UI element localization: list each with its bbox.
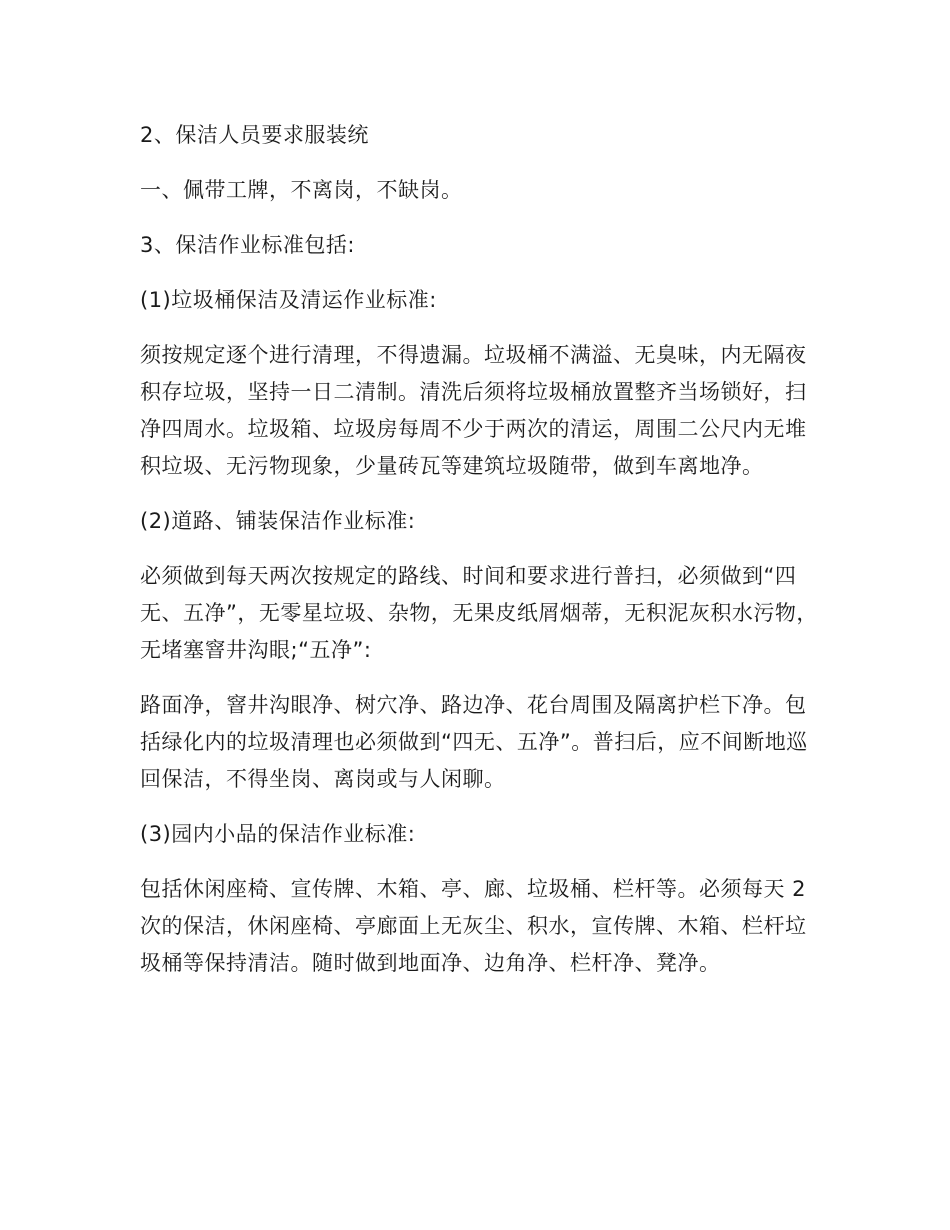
heading-standards: 3、保洁作业标准包括: (140, 233, 355, 257)
subheading-park-items: (3)园内小品的保洁作业标准: (140, 822, 416, 846)
heading-uniform: 2、保洁人员要求服装统 (140, 123, 369, 147)
paragraph-park-items: 包括休闲座椅、宣传牌、木箱、亭、廊、垃圾桶、栏杆等。必须每天 2 次的保洁，休闲座椅、亭廊面上无灰尘、积水，宣传牌、木箱、栏杆垃圾桶等保持清洁。随时做到地面净、边角净、栏杆净、凳净。 (140, 877, 807, 975)
paragraph-roads: 必须做到每天两次按规定的路线、时间和要求进行普扫，必须做到“四无、五净”，无零星垃圾、杂物，无果皮纸屑烟蒂，无积泥灰积水污物，无堵塞窨井沟眼;“五净”: (140, 564, 818, 662)
document-page (140, 117, 820, 1000)
paragraph-trash-bins: 须按规定逐个进行清理，不得遗漏。垃圾桶不满溢、无臭味，内无隔夜积存垃圾，坚持一日二清制。清洗后须将垃圾桶放置整齐当场锁好，扫净四周水。垃圾箱、垃圾房每周不少于两次的清运，周围二公尺内无堆积垃圾、无污物现象，少量砖瓦等建筑垃圾随带，做到车离地净。 (140, 343, 807, 478)
paragraph-badge: 一、佩带工牌，不离岗，不缺岗。 (140, 178, 463, 202)
subheading-roads: (2)道路、铺装保洁作业标准: (140, 509, 416, 533)
paragraph-five-clean: 路面净，窨井沟眼净、树穴净、路边净、花台周围及隔离护栏下净。包括绿化内的垃圾清理也必须做到“四无、五净”。普扫后，应不间断地巡回保洁，不得坐岗、离岗或与人闲聊。 (140, 693, 808, 791)
subheading-trash-bins: (1)垃圾桶保洁及清运作业标准: (140, 288, 437, 312)
